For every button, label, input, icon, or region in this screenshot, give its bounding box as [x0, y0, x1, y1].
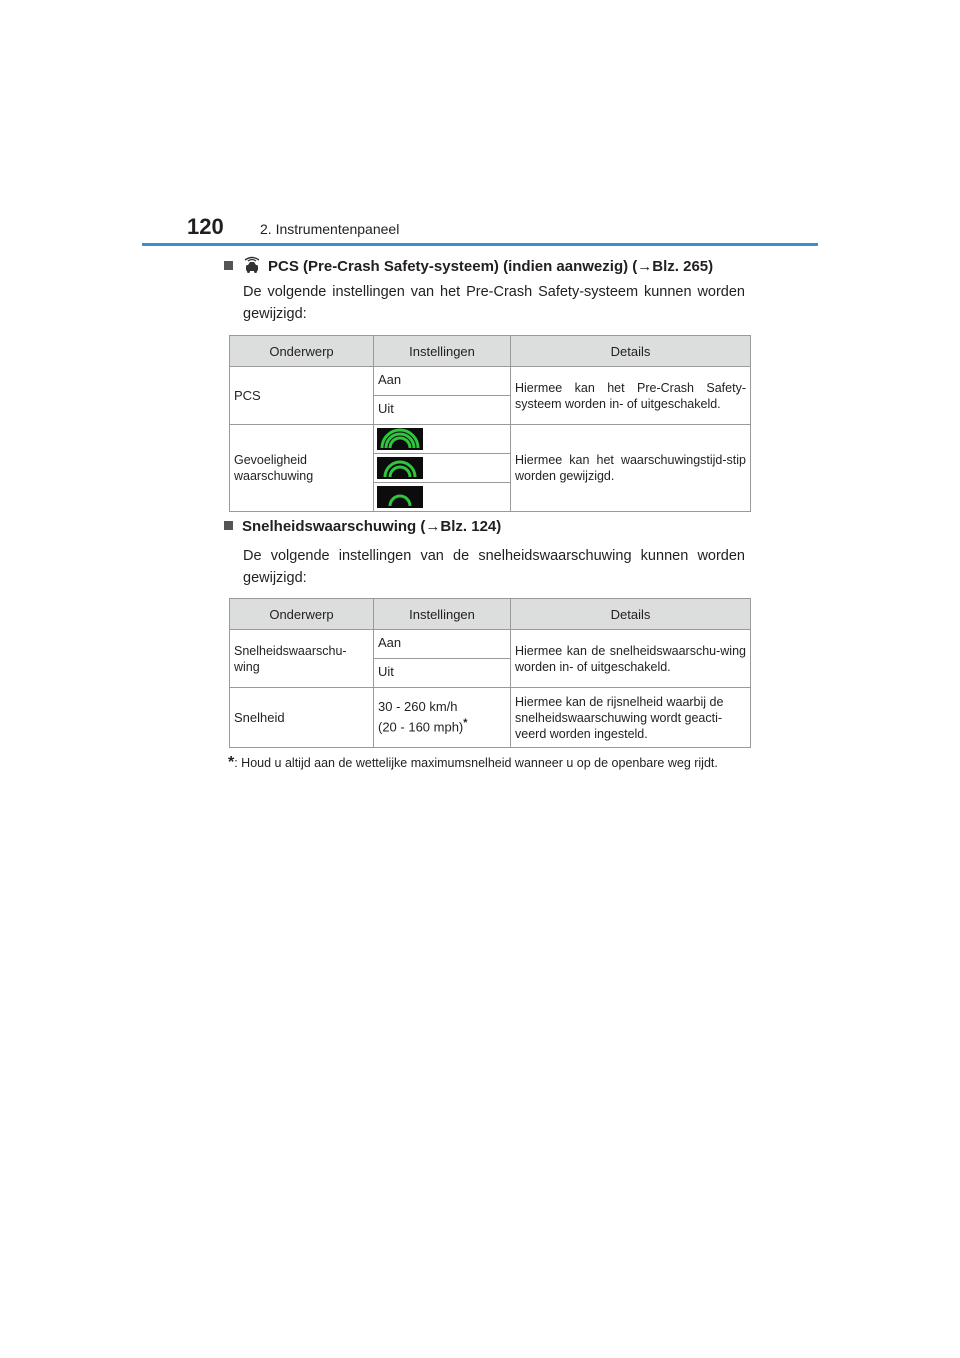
- row-item-speed-warning: Snelheidswaarschu-wing: [230, 630, 374, 688]
- table-row: [230, 688, 751, 748]
- col-header-item: Onderwerp: [230, 336, 374, 367]
- sensitivity-far-icon: [377, 428, 423, 450]
- pcs-page-ref[interactable]: Blz. 265): [652, 258, 714, 275]
- sensitivity-near-icon: [377, 486, 423, 508]
- speed-page-ref[interactable]: Blz. 124): [440, 518, 502, 535]
- pcs-warning-icon: [242, 256, 262, 274]
- footnote: [228, 753, 746, 773]
- page-number: 120: [187, 214, 224, 239]
- setting-on: Aan: [374, 367, 511, 396]
- setting-off: Uit: [374, 659, 511, 688]
- pcs-settings-table: [229, 335, 751, 512]
- setting-speed-range: [374, 688, 511, 748]
- row-details-speed: Hiermee kan de rijsnelheid waarbij de snelheidswaarschuwing wordt geacti-veerd worden ingesteld.: [511, 688, 751, 748]
- footnote-star: *: [463, 717, 468, 730]
- col-header-details: Details: [511, 599, 751, 630]
- arrow-glyph: →: [425, 518, 441, 535]
- speed-range-mph: (20 - 160 mph): [378, 719, 464, 735]
- setting-off: Uit: [374, 396, 511, 425]
- row-details-pcs: Hiermee kan het Pre-Crash Safety-systeem worden in- of uitgeschakeld.: [511, 367, 751, 425]
- speed-section-heading: [224, 518, 501, 535]
- table-row: [230, 425, 751, 454]
- pcs-intro: De volgende instellingen van het Pre-Crash Safety-systeem kunnen worden gewijzigd:: [243, 284, 745, 322]
- setting-sensitivity-far: [374, 425, 511, 454]
- pcs-section-heading: [224, 256, 713, 275]
- row-item-speed: Snelheid: [230, 688, 374, 748]
- setting-sensitivity-near: [374, 483, 511, 512]
- table-row: [230, 630, 751, 659]
- setting-sensitivity-middle: [374, 454, 511, 483]
- col-header-item: Onderwerp: [230, 599, 374, 630]
- row-details-speed-warning: Hiermee kan de snelheidswaarschu-wing worden in- of uitgeschakeld.: [511, 630, 751, 688]
- speed-settings-table: [229, 598, 751, 748]
- footnote-marker: *: [228, 754, 235, 771]
- row-item-sensitivity: Gevoeligheid waarschuwing: [230, 425, 374, 512]
- speed-range-kmh: 30 - 260 km/h: [378, 699, 458, 715]
- col-header-details: Details: [511, 336, 751, 367]
- row-item-pcs: PCS: [230, 367, 374, 425]
- footnote-text: : Houd u altijd aan de wettelijke maximumsnelheid wanneer u op de openbare weg rijdt.: [234, 756, 718, 770]
- sensitivity-middle-icon: [377, 457, 423, 479]
- row-details-sensitivity: Hiermee kan het waarschuwingstijd-stip worden gewijzigd.: [511, 425, 751, 512]
- table-header-row: [230, 599, 751, 630]
- square-bullet-icon: [224, 521, 233, 530]
- speed-intro: De volgende instellingen van de snelheidswaarschuwing kunnen worden gewijzigd:: [243, 548, 745, 586]
- page-header: [142, 214, 818, 248]
- speed-heading-text: Snelheidswaarschuwing (: [242, 518, 426, 535]
- square-bullet-icon: [224, 261, 233, 270]
- table-row: [230, 367, 751, 396]
- table-header-row: [230, 336, 751, 367]
- col-header-settings: Instellingen: [374, 599, 511, 630]
- arrow-glyph: →: [637, 258, 653, 275]
- header-rule: [142, 243, 818, 246]
- pcs-heading-text: PCS (Pre-Crash Safety-systeem) (indien aanwezig) (: [268, 258, 638, 275]
- col-header-settings: Instellingen: [374, 336, 511, 367]
- setting-on: Aan: [374, 630, 511, 659]
- chapter-title: 2. Instrumentenpaneel: [260, 221, 400, 237]
